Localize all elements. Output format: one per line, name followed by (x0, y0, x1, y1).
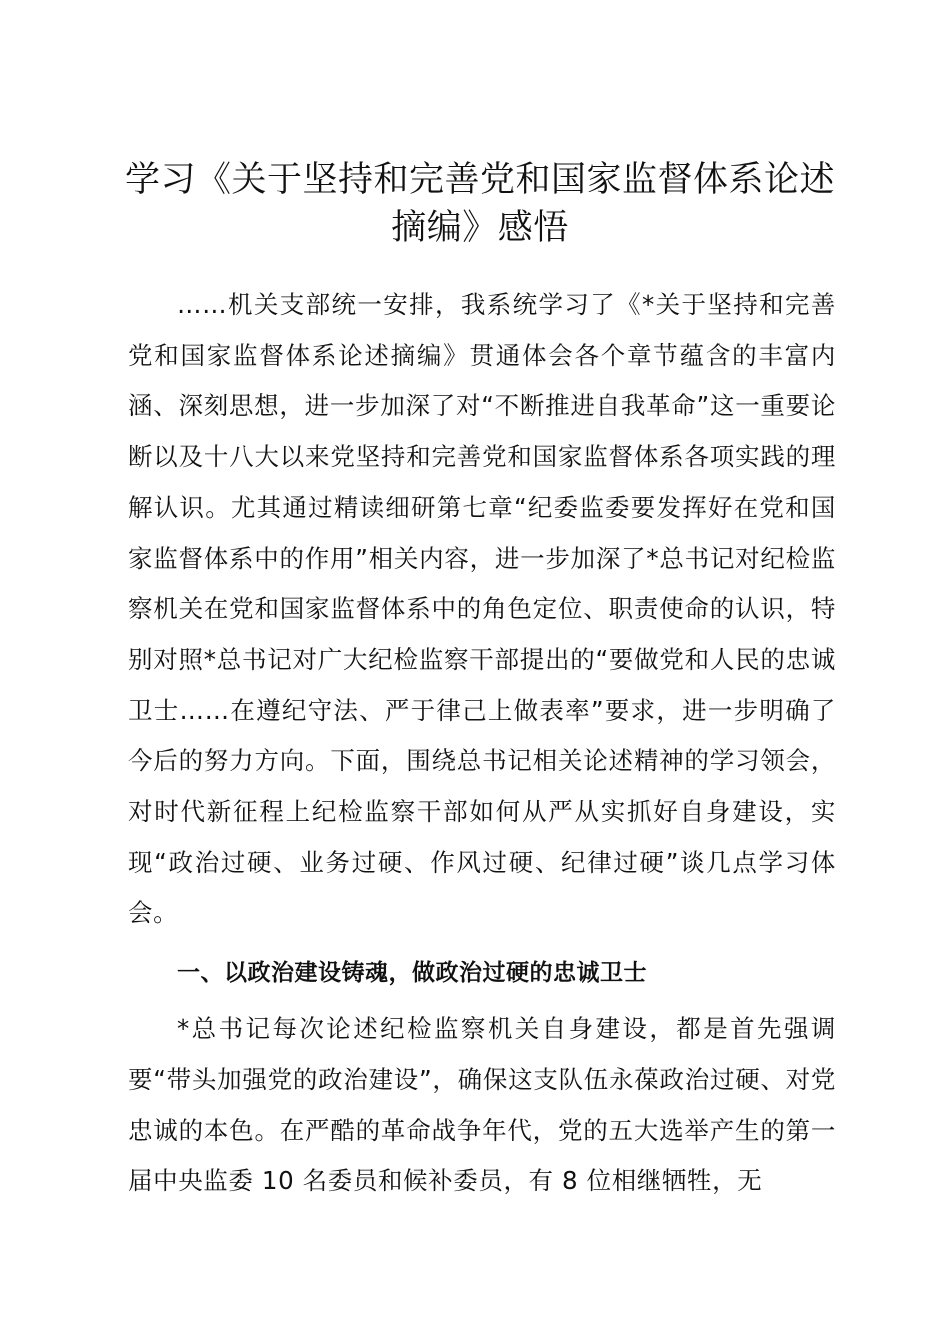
section-heading: 一、以政治建设铸魂，做政治过硬的忠诚卫士 (177, 960, 647, 987)
document-title (120, 156, 840, 252)
section-paragraph: *总书记每次论述纪检监察机关自身建设，都是首先强调要“带头加强党的政治建设”，确保这支队伍永葆政治过硬、对党忠诚的本色。在严酷的革命战争年代，党的五大选举产生的第一届中央监委 10 名委员和候补委员，有 8 位相继牺牲，无 (128, 1014, 836, 1196)
document-body (128, 280, 836, 1207)
intro-paragraph: ……机关支部统一安排，我系统学习了《*关于坚持和完善党和国家监督体系论述摘编》贯通体会各个章节蕴含的丰富内涵、深刻思想，进一步加深了对“不断推进自我革命”这一重要论断以及十八大以来党坚持和完善党和国家监督体系各项实践的理解认识。尤其通过精读细研第七章“纪委监委要发挥好在党和国家监督体系中的作用”相关内容，进一步加深了*总书记对纪检监察机关在党和国家监督体系中的角色定位、职责使命的认识，特别对照*总书记对广大纪检监察干部提出的“要做党和人民的忠诚卫士……在遵纪守法、严于律己上做表率”要求，进一步明确了今后的努力方向。下面，围绕总书记相关论述精神的学习领会，对时代新征程上纪检监察干部如何从严从实抓好自身建设，实现“政治过硬、业务过硬、作风过硬、纪律过硬”谈几点学习体会。 (128, 290, 836, 928)
title-line-2: 摘编》感悟 (391, 208, 569, 248)
title-line-1: 学习《关于坚持和完善党和国家监督体系论述 (124, 160, 835, 200)
